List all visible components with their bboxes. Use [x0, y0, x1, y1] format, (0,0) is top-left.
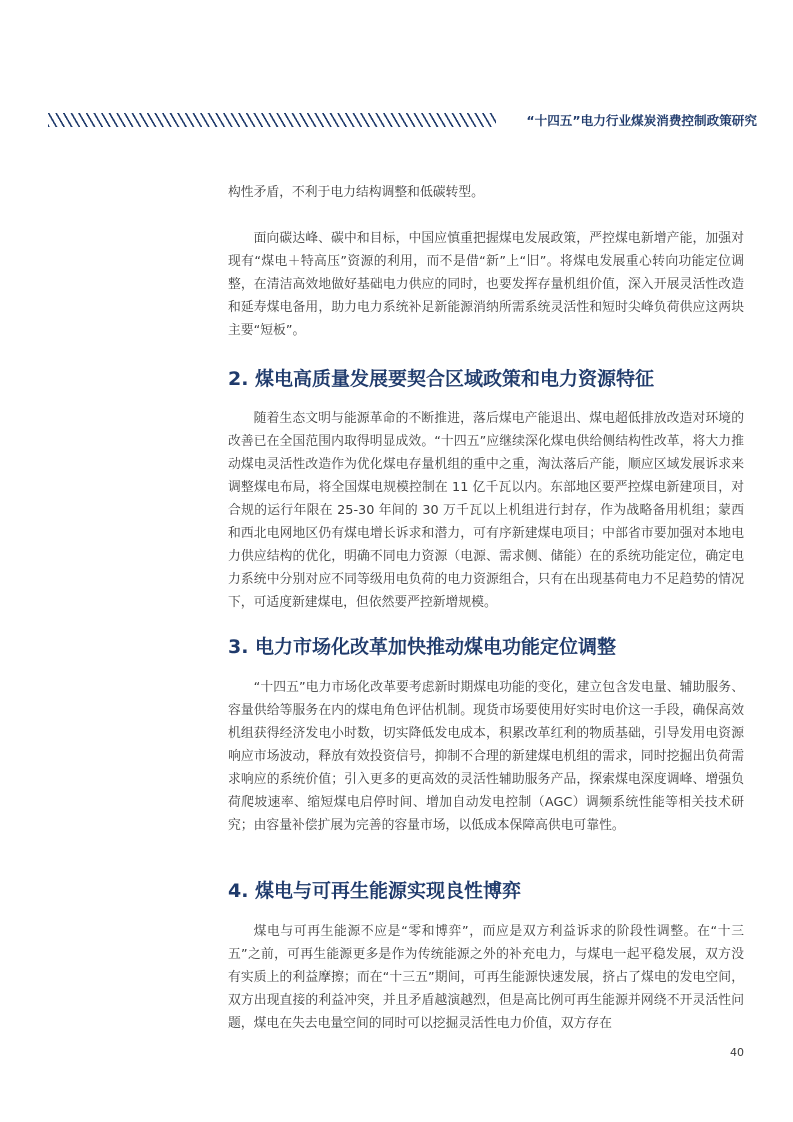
header-stripe-decoration: [48, 113, 496, 127]
page-number: 40: [730, 1046, 744, 1059]
paragraph-section-2: 随着生态文明与能源革命的不断推进，落后煤电产能退出、煤电超低排放改造对环境的改善已在全国范围内取得明显成效。“十四五”应继续深化煤电供给侧结构性改革，将大力推动煤电灵活性改造作为优化煤电存量机组的重中之重，淘汰落后产能，顺应区域发展诉求来调整煤电布局，将全国煤电规模控制在 11 亿千瓦以内。东部地区要严控煤电新建项目，对合规的运行年限在 25-30 年间的 30 万千瓦以上机组进行封存，作为战略备用机组；蒙西和西北电网地区仍有煤电增长诉求和潜力，可有序新建煤电项目；中部省市要加强对本地电力供应结构的优化，明确不同电力资源（电源、需求侧、储能）在的系统功能定位，确定电力系统中分别对应不同等级用电负荷的电力资源组合，只有在出现基荷电力不足趋势的情况下，可适度新建煤电，但依然要严控新增规模。: [228, 411, 744, 610]
section-heading-2: 2. 煤电高质量发展要契合区域政策和电力资源特征: [228, 368, 655, 390]
section-heading-3: 3. 电力市场化改革加快推动煤电功能定位调整: [228, 636, 617, 658]
header-title: “十四五”电力行业煤炭消费控制政策研究: [526, 113, 757, 128]
paragraph-continuation: 构性矛盾，不利于电力结构调整和低碳转型。: [228, 185, 484, 200]
section-heading-4: 4. 煤电与可再生能源实现良性博弈: [228, 880, 522, 902]
paragraph-carbon-goals: 面向碳达峰、碳中和目标，中国应慎重把握煤电发展政策，严控煤电新增产能，加强对现有“煤电＋特高压”资源的利用，而不是借“新”上“旧”。将煤电发展重心转向功能定位调整，在清洁高效地做好基础电力供应的同时，也要发挥存量机组价值，深入开展灵活性改造和延寿煤电备用，助力电力系统补足新能源消纳所需系统灵活性和短时尖峰负荷供应这两块主要“短板”。: [228, 231, 744, 338]
paragraph-section-4: 煤电与可再生能源不应是“零和博弈”，而应是双方利益诉求的阶段性调整。在“十三五”之前，可再生能源更多是作为传统能源之外的补充电力，与煤电一起平稳发展，双方没有实质上的利益摩擦；而在“十三五”期间，可再生能源快速发展，挤占了煤电的发电空间，双方出现直接的利益冲突，并且矛盾越演越烈，但是高比例可再生能源并网绕不开灵活性问题，煤电在失去电量空间的同时可以挖掘灵活性电力价值，双方存在: [228, 924, 744, 1031]
paragraph-section-3: “十四五”电力市场化改革要考虑新时期煤电功能的变化，建立包含发电量、辅助服务、容量供给等服务在内的煤电角色评估机制。现货市场要使用好实时电价这一手段，确保高效机组获得经济发电小时数，切实降低发电成本，积累改革红利的物质基础，引导发用电资源响应市场波动，释放有效投资信号，抑制不合理的新建煤电机组的需求，同时挖掘出负荷需求响应的系统价值；引入更多的更高效的灵活性辅助服务产品，探索煤电深度调峰、增强负荷爬坡速率、缩短煤电启停时间、增加自动发电控制（AGC）调频系统性能等相关技术研究；由容量补偿扩展为完善的容量市场，以低成本保障高供电可靠性。: [228, 680, 744, 833]
